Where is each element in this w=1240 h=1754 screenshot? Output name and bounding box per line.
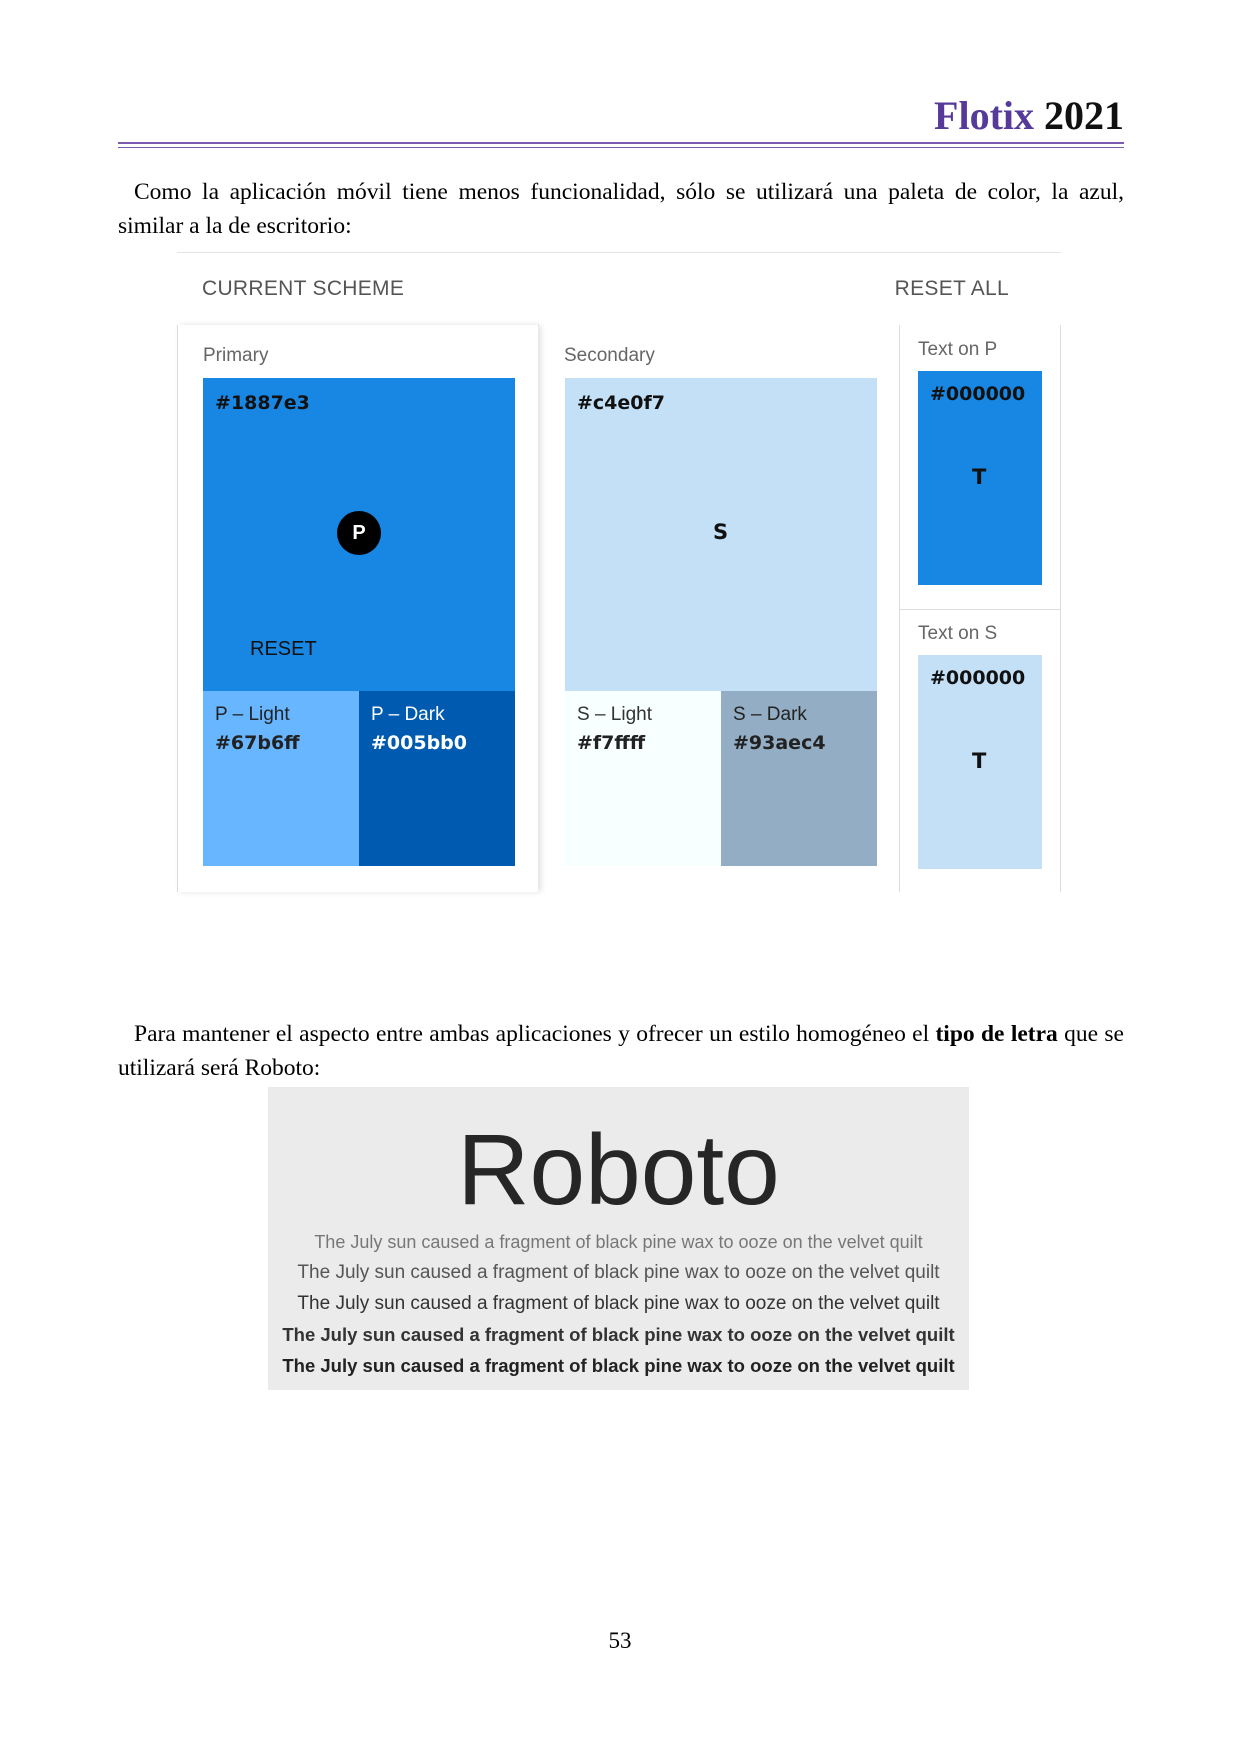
- reset-all-button[interactable]: RESET ALL: [894, 277, 1009, 300]
- color-scheme-panel: [177, 252, 1061, 892]
- secondary-card: [539, 325, 899, 892]
- primary-dark-hex: #005bb0: [371, 732, 468, 754]
- text-on-s-hex: #000000: [930, 667, 1026, 689]
- primary-label: Primary: [203, 345, 269, 366]
- secondary-light-label: S – Light: [577, 704, 652, 725]
- primary-reset-button[interactable]: RESET: [250, 638, 317, 660]
- primary-card: [177, 325, 538, 892]
- secondary-light-swatch[interactable]: [565, 691, 721, 866]
- primary-dark-label: P – Dark: [371, 704, 445, 725]
- paragraph-font-after: que se utilizará será Roboto:: [118, 1021, 1124, 1081]
- text-on-p-label: Text on P: [918, 339, 998, 360]
- primary-light-label: P – Light: [215, 704, 290, 725]
- font-specimen-image: [268, 1087, 969, 1390]
- header-year: 2021: [1044, 93, 1124, 138]
- secondary-hex: #c4e0f7: [577, 392, 665, 414]
- specimen-line-regular: The July sun caused a fragment of black pine wax to ooze on the velvet quilt: [297, 1293, 940, 1314]
- secondary-light-hex: #f7ffff: [577, 732, 646, 754]
- paragraph-font-before: Para mantener el aspecto entre ambas aplicaciones y ofrecer un estilo homogéneo el: [134, 1021, 936, 1047]
- text-on-p-badge-icon: T: [972, 465, 987, 489]
- primary-light-swatch[interactable]: [203, 691, 359, 866]
- specimen-line-thin: The July sun caused a fragment of black pine wax to ooze on the velvet quilt: [314, 1232, 923, 1252]
- secondary-dark-label: S – Dark: [733, 704, 807, 725]
- specimen-line-light: The July sun caused a fragment of black pine wax to ooze on the velvet quilt: [297, 1262, 940, 1283]
- secondary-swatch[interactable]: [565, 378, 877, 691]
- paragraph-font-bold: tipo de letra: [935, 1021, 1058, 1047]
- paragraph-intro: Como la aplicación móvil tiene menos funcionalidad, sólo se utilizará una paleta de color, la azul, similar a la de escritorio:: [118, 179, 1124, 239]
- text-on-s-badge-icon: T: [972, 749, 987, 773]
- header-rule: [118, 142, 1124, 148]
- secondary-dark-hex: #93aec4: [733, 732, 826, 754]
- primary-dark-swatch[interactable]: [359, 691, 515, 866]
- primary-swatch[interactable]: [203, 378, 515, 691]
- secondary-dark-swatch[interactable]: [721, 691, 877, 866]
- text-on-s-label: Text on S: [918, 623, 998, 644]
- header-brand: Flotix: [934, 93, 1034, 138]
- font-specimen-title: Roboto: [457, 1114, 780, 1226]
- text-on-p-swatch[interactable]: [918, 371, 1042, 585]
- secondary-label: Secondary: [564, 345, 655, 366]
- paragraph-font: [118, 1017, 1124, 1085]
- scheme-title: CURRENT SCHEME: [202, 277, 405, 300]
- page-number: 53: [608, 1628, 632, 1653]
- primary-badge-icon: P: [337, 511, 381, 555]
- page-header: [118, 88, 1124, 144]
- scheme-header: [177, 252, 1061, 326]
- specimen-line-bold: The July sun caused a fragment of black pine wax to ooze on the velvet quilt: [282, 1355, 955, 1376]
- text-on-s-swatch[interactable]: [918, 655, 1042, 869]
- secondary-badge-icon: S: [713, 520, 729, 544]
- text-on-card: [899, 325, 1061, 892]
- text-on-p-hex: #000000: [930, 383, 1026, 405]
- primary-light-hex: #67b6ff: [215, 732, 300, 754]
- text-on-divider: [900, 609, 1060, 610]
- primary-hex: #1887e3: [215, 392, 310, 414]
- specimen-line-medium: The July sun caused a fragment of black pine wax to ooze on the velvet quilt: [282, 1324, 955, 1345]
